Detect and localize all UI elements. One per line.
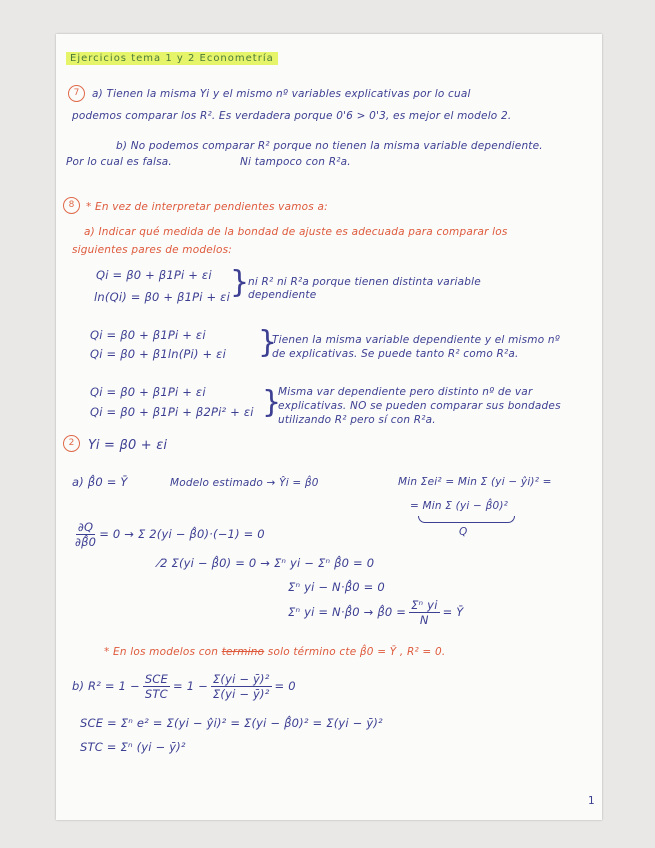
ex2-step2: Σⁿ yi − N·β̂0 = 0 — [288, 580, 385, 594]
step3-num: Σⁿ yi — [411, 598, 438, 612]
ex7-b-line3: Ni tampoco con R²a. — [240, 156, 351, 168]
pair1-note1: ni R² ni R²a porque tienen distinta variable — [248, 276, 481, 288]
b-mid: = 1 − — [173, 679, 208, 693]
ex2-step1: ⁄2 Σ(yi − β̂0) = 0 → Σⁿ yi − Σⁿ β̂0 = 0 — [158, 556, 375, 570]
b-f2-den: Σ(yi − ȳ)² — [212, 687, 270, 701]
b-post: = 0 — [274, 679, 296, 693]
note-post: solo término cte β̂0 = Ȳ , R² = 0. — [267, 646, 446, 658]
ex2-note — [104, 646, 445, 658]
pair2-note2: de explicativas. Se puede tanto R² como R²a. — [272, 348, 519, 360]
ex8-note: * En vez de interpretar pendientes vamos a: — [86, 201, 328, 213]
pair3-model1: Qi = β0 + β1Pi + εi — [90, 385, 206, 399]
pair3-model2: Qi = β0 + β1Pi + β2Pi² + εi — [90, 405, 254, 419]
b-f2-num: Σ(yi − ȳ)² — [212, 672, 270, 686]
brace: } — [258, 325, 278, 360]
note-pre: * En los modelos con — [104, 646, 219, 658]
pair3-note2: explicativas. NO se pueden comparar sus bondades — [278, 400, 561, 412]
pair1-model1: Qi = β0 + β1Pi + εi — [96, 268, 212, 282]
pair2-model1: Qi = β0 + β1Pi + εi — [90, 328, 206, 342]
brace: } — [230, 265, 250, 300]
pair1-note2: dependiente — [248, 289, 317, 301]
b-f1-num: SCE — [144, 672, 169, 686]
ex7-b-line2: Por lo cual es falsa. — [66, 156, 172, 168]
ex2-estimated: Modelo estimado → Ŷi = β̂0 — [170, 477, 319, 489]
ex7-a-line1: a) Tienen la misma Yi y el mismo nº variables explicativas por lo cual — [92, 88, 471, 100]
page-title: Ejercicios tema 1 y 2 Econometría — [66, 52, 278, 65]
pair2-note1: Tienen la misma variable dependiente y el mismo nº — [272, 334, 560, 346]
pair3-note1: Misma var dependiente pero distinto nº de var — [278, 386, 533, 398]
exercise-number-2: 2 — [63, 435, 80, 452]
page-number: 1 — [588, 795, 595, 807]
exercise-number-7: 7 — [68, 85, 85, 102]
ex7-a-line2: podemos comparar los R². Es verdadera porque 0'6 > 0'3, es mejor el modelo 2. — [72, 110, 512, 122]
step3-den: N — [419, 613, 429, 627]
ex7-b-line1: b) No podemos comparar R² porque no tienen la misma variable dependiente. — [116, 140, 543, 152]
ex2-model: Yi = β0 + εi — [88, 438, 168, 453]
brace: } — [262, 385, 282, 420]
pair2-model2: Qi = β0 + β1ln(Pi) + εi — [90, 347, 226, 361]
ex8-a-line2: siguientes pares de modelos: — [72, 244, 232, 256]
pair1-model2: ln(Qi) = β0 + β1Pi + εi — [94, 290, 230, 304]
ex2-b-r2 — [72, 672, 296, 701]
exercise-number-8: 8 — [63, 197, 80, 214]
b-pre: b) R² = 1 − — [72, 679, 140, 693]
ex2-min1: Min Σei² = Min Σ (yi − ŷi)² = — [398, 476, 552, 488]
d-rest: = 0 → Σ 2(yi − β̂0)·(−1) = 0 — [99, 527, 265, 541]
pair3-note3: utilizando R² pero sí con R²a. — [278, 414, 436, 426]
step3a: Σⁿ yi = N·β̂0 → β̂0 = — [288, 605, 407, 619]
ex2-min2: = Min Σ (yi − β̂0)² — [410, 500, 509, 512]
ex2-derivative — [72, 520, 265, 549]
ex2-stc: STC = Σⁿ (yi − ȳ)² — [80, 740, 186, 754]
ex2-step3 — [288, 598, 464, 627]
step3b: = Ȳ — [442, 605, 464, 619]
d-den: ∂β̂0 — [75, 535, 97, 549]
note-strike: termino — [221, 646, 265, 658]
ex2-a-label: a) β̂0 = Ȳ — [72, 475, 128, 489]
ex2-q: Q — [459, 526, 468, 538]
d-num: ∂Q — [77, 520, 94, 534]
ex8-a-line1: a) Indicar qué medida de la bondad de ajuste es adecuada para comparar los — [84, 226, 508, 238]
b-f1-den: STC — [144, 687, 168, 701]
ex2-sce: SCE = Σⁿ e² = Σ(yi − ŷi)² = Σ(yi − β̂0)² = Σ(yi − ȳ)² — [80, 716, 383, 730]
underbrace — [418, 516, 515, 523]
